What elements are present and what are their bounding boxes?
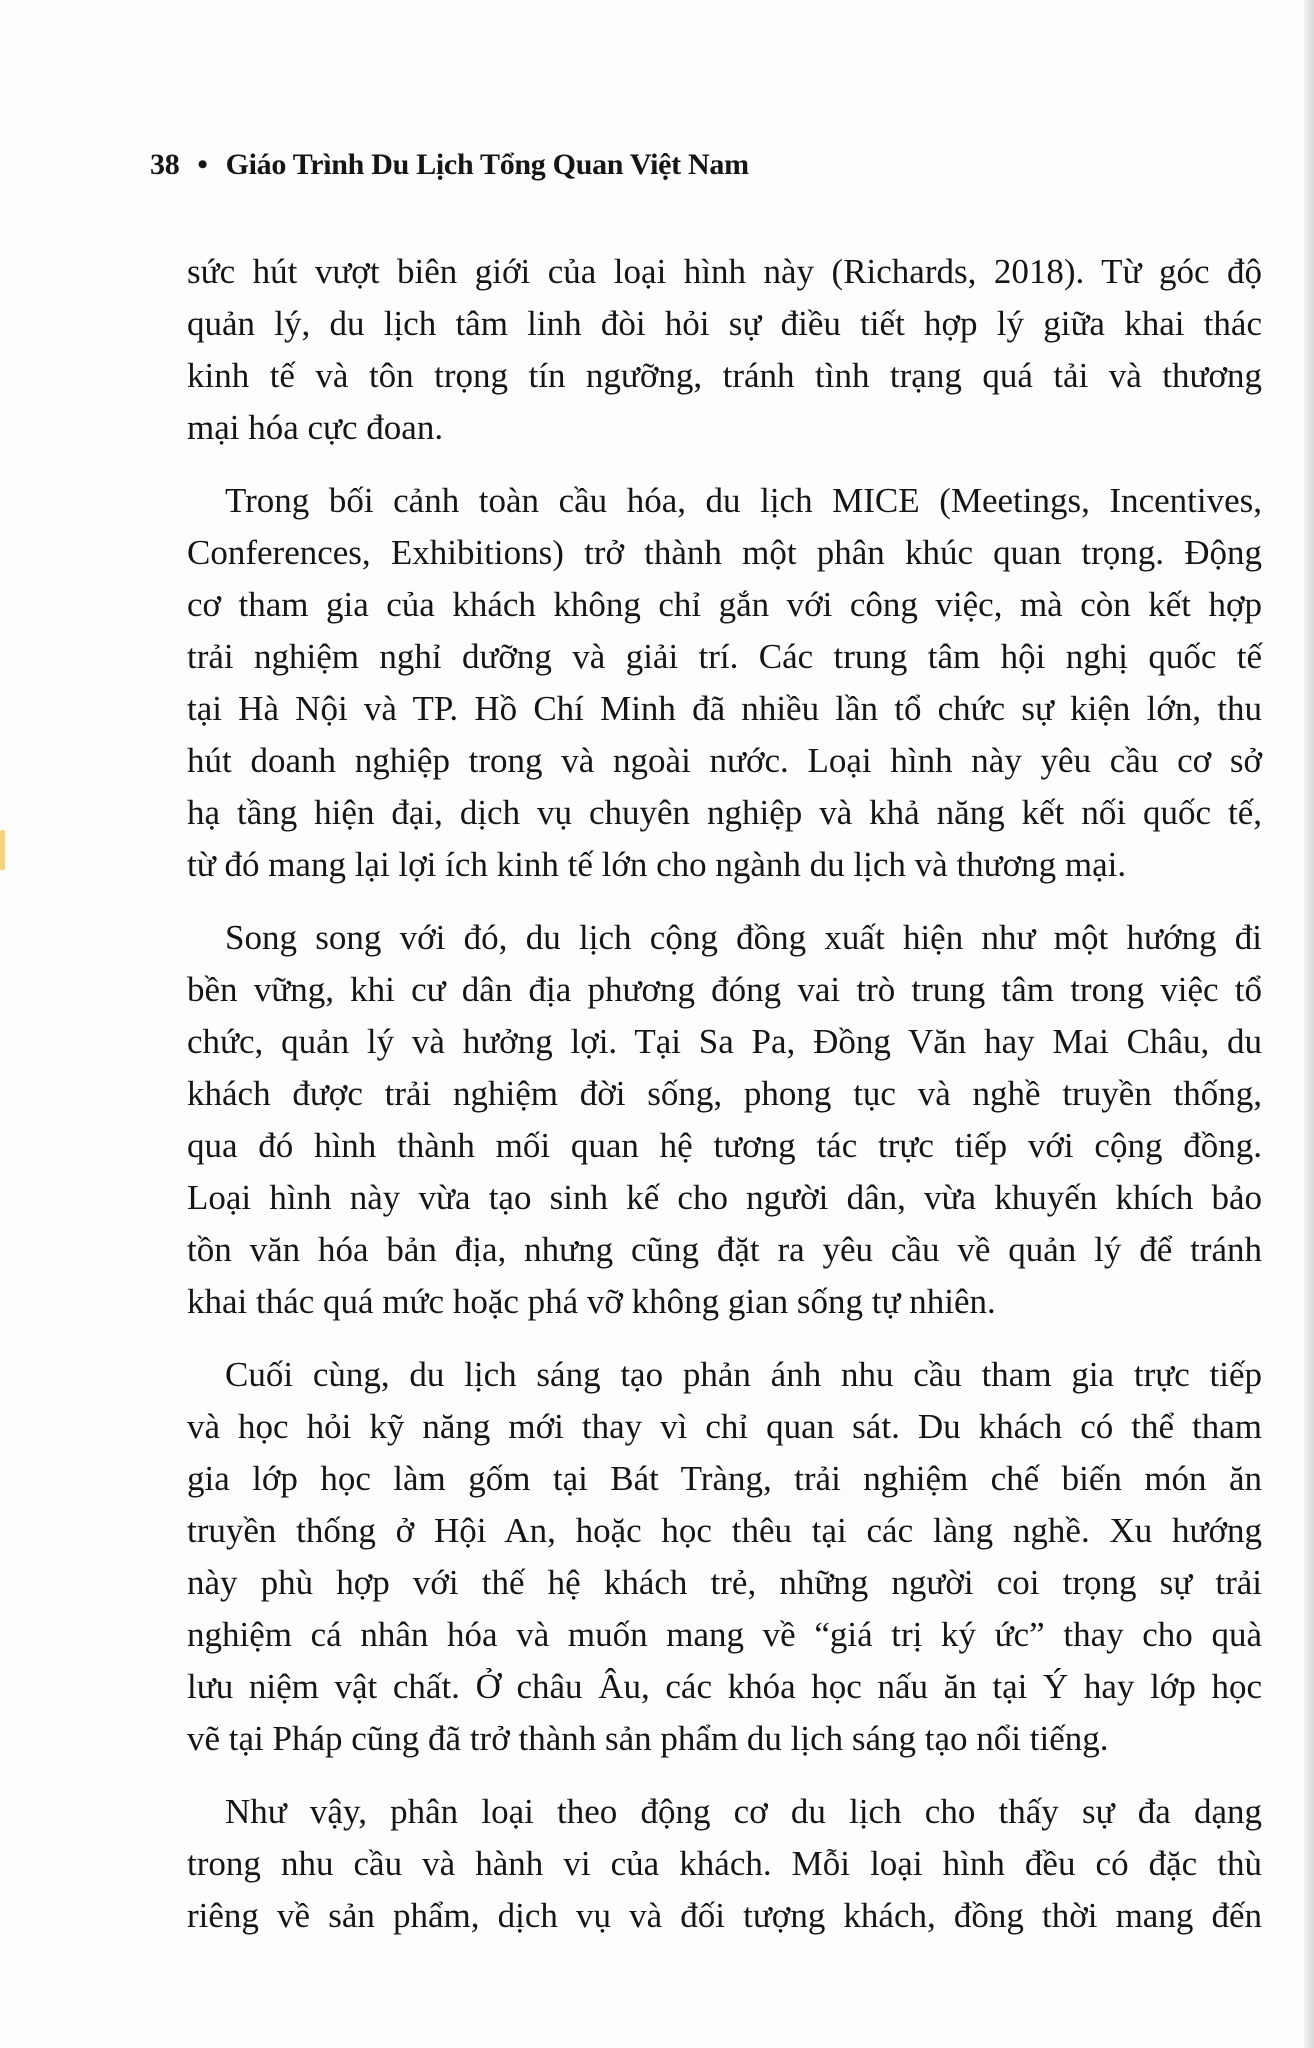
text-line: kinh tế và tôn trọng tín ngưỡng, tránh tình trạng quá tải và thương [187, 356, 1262, 395]
text-line: tồn văn hóa bản địa, nhưng cũng đặt ra yêu cầu về quản lý để tránh [187, 1230, 1262, 1269]
text-line: lưu niệm vật chất. Ở châu Âu, các khóa học nấu ăn tại Ý hay lớp học [187, 1667, 1262, 1706]
text-line: gia lớp học làm gốm tại Bát Tràng, trải nghiệm chế biến món ăn [187, 1459, 1262, 1498]
header-separator: • [197, 148, 208, 181]
page-edge-mark [0, 830, 5, 870]
paragraph [187, 246, 1262, 454]
text-line: riêng về sản phẩm, dịch vụ và đối tượng khách, đồng thời mang đến [187, 1896, 1262, 1935]
paragraph [187, 475, 1262, 891]
text-line: trong nhu cầu và hành vi của khách. Mỗi loại hình đều có đặc thù [187, 1844, 1262, 1883]
text-line: Như vậy, phân loại theo động cơ du lịch cho thấy sự đa dạng [225, 1792, 1262, 1831]
running-header [150, 148, 749, 182]
text-line: trải nghiệm nghỉ dưỡng và giải trí. Các trung tâm hội nghị quốc tế [187, 637, 1262, 676]
text-line: Trong bối cảnh toàn cầu hóa, du lịch MICE (Meetings, Incentives, [225, 481, 1262, 520]
text-line: Loại hình này vừa tạo sinh kế cho người dân, vừa khuyến khích bảo [187, 1178, 1262, 1217]
text-line: bền vững, khi cư dân địa phương đóng vai trò trung tâm trong việc tổ [187, 970, 1262, 1009]
page-number: 38 [150, 148, 180, 181]
text-line: hạ tầng hiện đại, dịch vụ chuyên nghiệp và khả năng kết nối quốc tế, [187, 793, 1262, 832]
text-line: mại hóa cực đoan. [187, 408, 444, 447]
text-line: Cuối cùng, du lịch sáng tạo phản ánh nhu cầu tham gia trực tiếp [225, 1355, 1262, 1394]
text-line: quản lý, du lịch tâm linh đòi hỏi sự điều tiết hợp lý giữa khai thác [187, 304, 1262, 343]
text-line: khai thác quá mức hoặc phá vỡ không gian sống tự nhiên. [187, 1282, 996, 1321]
paragraph [187, 1349, 1262, 1765]
text-line: vẽ tại Pháp cũng đã trở thành sản phẩm du lịch sáng tạo nổi tiếng. [187, 1719, 1109, 1758]
text-line: sức hút vượt biên giới của loại hình này (Richards, 2018). Từ góc độ [187, 252, 1262, 291]
text-line: hút doanh nghiệp trong và ngoài nước. Loại hình này yêu cầu cơ sở [187, 741, 1262, 780]
paragraph [187, 1786, 1262, 1942]
text-line: khách được trải nghiệm đời sống, phong tục và nghề truyền thống, [187, 1074, 1262, 1113]
body-text [187, 246, 1262, 1963]
text-line: qua đó hình thành mối quan hệ tương tác trực tiếp với cộng đồng. [187, 1126, 1262, 1165]
text-line: nghiệm cá nhân hóa và muốn mang về “giá trị ký ức” thay cho quà [187, 1615, 1262, 1654]
text-line: chức, quản lý và hưởng lợi. Tại Sa Pa, Đồng Văn hay Mai Châu, du [187, 1022, 1262, 1061]
text-line: Conferences, Exhibitions) trở thành một phân khúc quan trọng. Động [187, 533, 1262, 572]
text-line: và học hỏi kỹ năng mới thay vì chỉ quan sát. Du khách có thể tham [187, 1407, 1262, 1446]
page-edge-shadow [1304, 0, 1314, 2048]
text-line: truyền thống ở Hội An, hoặc học thêu tại các làng nghề. Xu hướng [187, 1511, 1262, 1550]
text-line: cơ tham gia của khách không chỉ gắn với công việc, mà còn kết hợp [187, 585, 1262, 624]
paragraph [187, 912, 1262, 1328]
book-title: Giáo Trình Du Lịch Tổng Quan Việt Nam [225, 148, 749, 181]
text-line: tại Hà Nội và TP. Hồ Chí Minh đã nhiều lần tổ chức sự kiện lớn, thu [187, 689, 1262, 728]
text-line: này phù hợp với thế hệ khách trẻ, những người coi trọng sự trải [187, 1563, 1262, 1602]
text-line: Song song với đó, du lịch cộng đồng xuất hiện như một hướng đi [225, 918, 1262, 957]
text-line: từ đó mang lại lợi ích kinh tế lớn cho ngành du lịch và thương mại. [187, 845, 1127, 884]
